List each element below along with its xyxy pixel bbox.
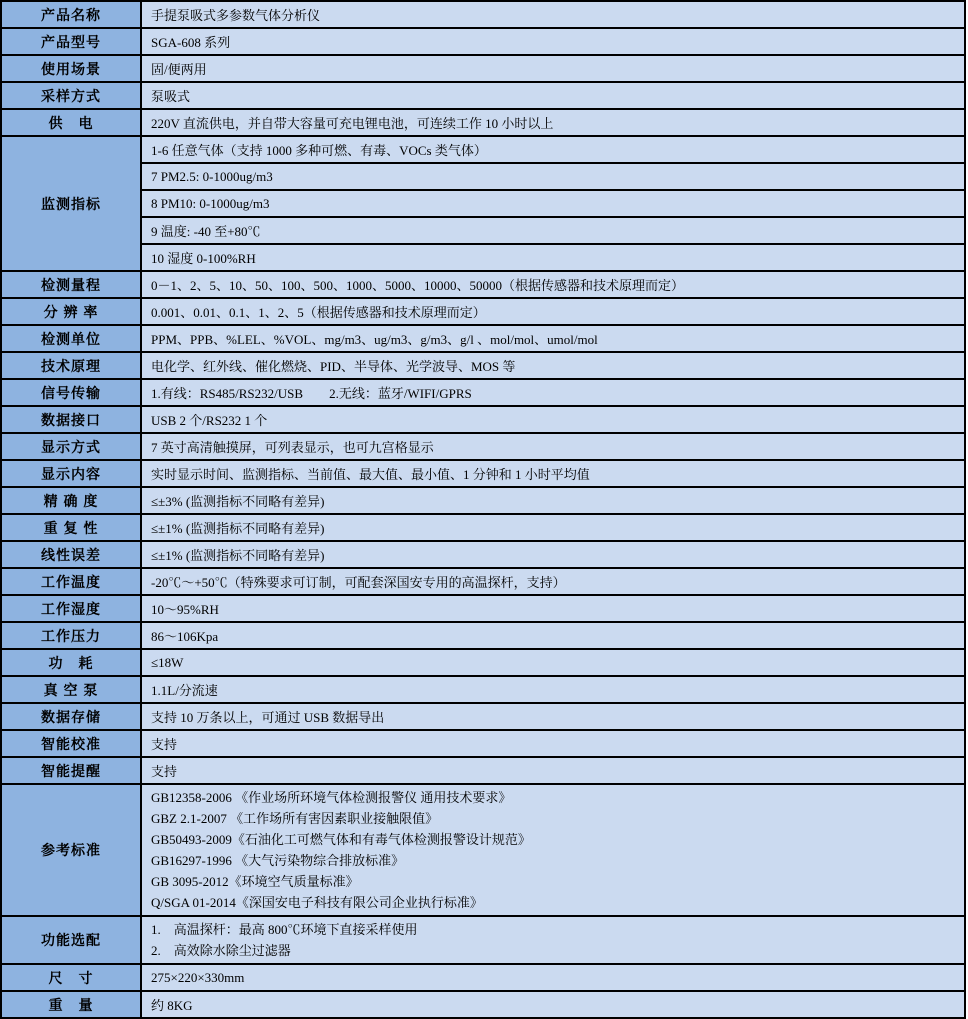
spec-value: 支持 10 万条以上，可通过 USB 数据导出: [141, 703, 965, 730]
spec-value: 实时显示时间、监测指标、当前值、最大值、最小值、1 分钟和 1 小时平均值: [141, 460, 965, 487]
spec-value: 电化学、红外线、催化燃烧、PID、半导体、光学波导、MOS 等: [141, 352, 965, 379]
spec-value: [141, 916, 965, 964]
spec-label: 使用场景: [1, 55, 141, 82]
spec-label: 尺 寸: [1, 964, 141, 991]
table-row: [1, 136, 965, 163]
table-row: [1, 916, 965, 964]
spec-value: 9 温度: -40 至+80℃: [141, 217, 965, 244]
table-row: [1, 82, 965, 109]
spec-label: 信号传输: [1, 379, 141, 406]
spec-label: 线性误差: [1, 541, 141, 568]
spec-label: 产品名称: [1, 1, 141, 28]
table-row: [1, 244, 965, 271]
spec-value-line: Q/SGA 01-2014《深国安电子科技有限公司企业执行标准》: [151, 895, 483, 910]
spec-value: 支持: [141, 757, 965, 784]
spec-label: 重 复 性: [1, 514, 141, 541]
table-row: [1, 595, 965, 622]
spec-value-line: 2. 高效除水除尘过滤器: [151, 943, 291, 958]
spec-label: 功能选配: [1, 916, 141, 964]
spec-value: 86～106Kpa: [141, 622, 965, 649]
table-row: [1, 379, 965, 406]
table-row: [1, 622, 965, 649]
spec-value-line: GBZ 2.1-2007 《工作场所有害因素职业接触限值》: [151, 811, 439, 826]
spec-value-line: GB16297-1996 《大气污染物综合排放标准》: [151, 853, 405, 868]
spec-label: 显示内容: [1, 460, 141, 487]
spec-value: ≤18W: [141, 649, 965, 676]
spec-label: 监测指标: [1, 136, 141, 271]
table-row: [1, 460, 965, 487]
spec-label: 智能校准: [1, 730, 141, 757]
spec-label: 分 辨 率: [1, 298, 141, 325]
spec-value: -20℃～+50℃（特殊要求可订制，可配套深国安专用的高温探杆，支持）: [141, 568, 965, 595]
table-row: [1, 703, 965, 730]
table-row: [1, 514, 965, 541]
spec-label: 检测量程: [1, 271, 141, 298]
spec-label: 功 耗: [1, 649, 141, 676]
spec-value: 8 PM10: 0-1000ug/m3: [141, 190, 965, 217]
table-row: [1, 1, 965, 28]
spec-value: 泵吸式: [141, 82, 965, 109]
table-row: [1, 433, 965, 460]
spec-label: 真 空 泵: [1, 676, 141, 703]
table-row: [1, 190, 965, 217]
table-row: [1, 325, 965, 352]
spec-value: 1.有线：RS485/RS232/USB 2.无线：蓝牙/WIFI/GPRS: [141, 379, 965, 406]
table-row: [1, 649, 965, 676]
table-row: [1, 271, 965, 298]
table-row: [1, 991, 965, 1018]
spec-label: 工作压力: [1, 622, 141, 649]
spec-value: 0－1、2、5、10、50、100、500、1000、5000、10000、50000（根据传感器和技术原理而定）: [141, 271, 965, 298]
spec-label: 智能提醒: [1, 757, 141, 784]
table-row: [1, 757, 965, 784]
spec-value: 7 英寸高清触摸屏，可列表显示，也可九宫格显示: [141, 433, 965, 460]
table-row: [1, 163, 965, 190]
spec-value: 支持: [141, 730, 965, 757]
spec-label: 技术原理: [1, 352, 141, 379]
table-row: [1, 676, 965, 703]
table-row: [1, 541, 965, 568]
spec-label: 重 量: [1, 991, 141, 1018]
spec-value: 275×220×330mm: [141, 964, 965, 991]
table-row: [1, 730, 965, 757]
spec-value: 1-6 任意气体（支持 1000 多种可燃、有毒、VOCs 类气体）: [141, 136, 965, 163]
spec-value: USB 2 个/RS232 1 个: [141, 406, 965, 433]
table-row: [1, 568, 965, 595]
spec-value: 10 湿度 0-100%RH: [141, 244, 965, 271]
spec-value: 手提泵吸式多参数气体分析仪: [141, 1, 965, 28]
table-row: [1, 487, 965, 514]
table-row: [1, 298, 965, 325]
spec-value-line: 1. 高温探杆：最高 800℃环境下直接采样使用: [151, 922, 418, 937]
spec-value: PPM、PPB、%LEL、%VOL、mg/m3、ug/m3、g/m3、g/l 、mol/mol、umol/mol: [141, 325, 965, 352]
table-row: [1, 109, 965, 136]
spec-label: 产品型号: [1, 28, 141, 55]
spec-label: 参考标准: [1, 784, 141, 916]
table-row: [1, 55, 965, 82]
spec-value: ≤±1% (监测指标不同略有差异): [141, 514, 965, 541]
spec-value-line: GB50493-2009《石油化工可燃气体和有毒气体检测报警设计规范》: [151, 832, 531, 847]
spec-value: ≤±1% (监测指标不同略有差异): [141, 541, 965, 568]
spec-value: 约 8KG: [141, 991, 965, 1018]
spec-label: 工作温度: [1, 568, 141, 595]
table-row: [1, 784, 965, 916]
spec-table-body: [1, 1, 965, 1018]
spec-value: 220V 直流供电，并自带大容量可充电锂电池，可连续工作 10 小时以上: [141, 109, 965, 136]
spec-value: SGA-608 系列: [141, 28, 965, 55]
spec-label: 检测单位: [1, 325, 141, 352]
spec-value: ≤±3% (监测指标不同略有差异): [141, 487, 965, 514]
spec-label: 显示方式: [1, 433, 141, 460]
table-row: [1, 352, 965, 379]
table-row: [1, 28, 965, 55]
spec-value: [141, 784, 965, 916]
spec-value-line: GB12358-2006 《作业场所环境气体检测报警仪 通用技术要求》: [151, 790, 512, 805]
spec-label: 工作湿度: [1, 595, 141, 622]
spec-value: 7 PM2.5: 0-1000ug/m3: [141, 163, 965, 190]
table-row: [1, 217, 965, 244]
spec-value: 0.001、0.01、0.1、1、2、5（根据传感器和技术原理而定）: [141, 298, 965, 325]
spec-label: 数据存储: [1, 703, 141, 730]
spec-value: 固/便两用: [141, 55, 965, 82]
table-row: [1, 964, 965, 991]
table-row: [1, 406, 965, 433]
spec-label: 采样方式: [1, 82, 141, 109]
spec-value: 1.1L/分流速: [141, 676, 965, 703]
spec-label: 数据接口: [1, 406, 141, 433]
spec-label: 精 确 度: [1, 487, 141, 514]
spec-value: 10～95%RH: [141, 595, 965, 622]
spec-label: 供 电: [1, 109, 141, 136]
spec-value-line: GB 3095-2012《环境空气质量标准》: [151, 874, 359, 889]
